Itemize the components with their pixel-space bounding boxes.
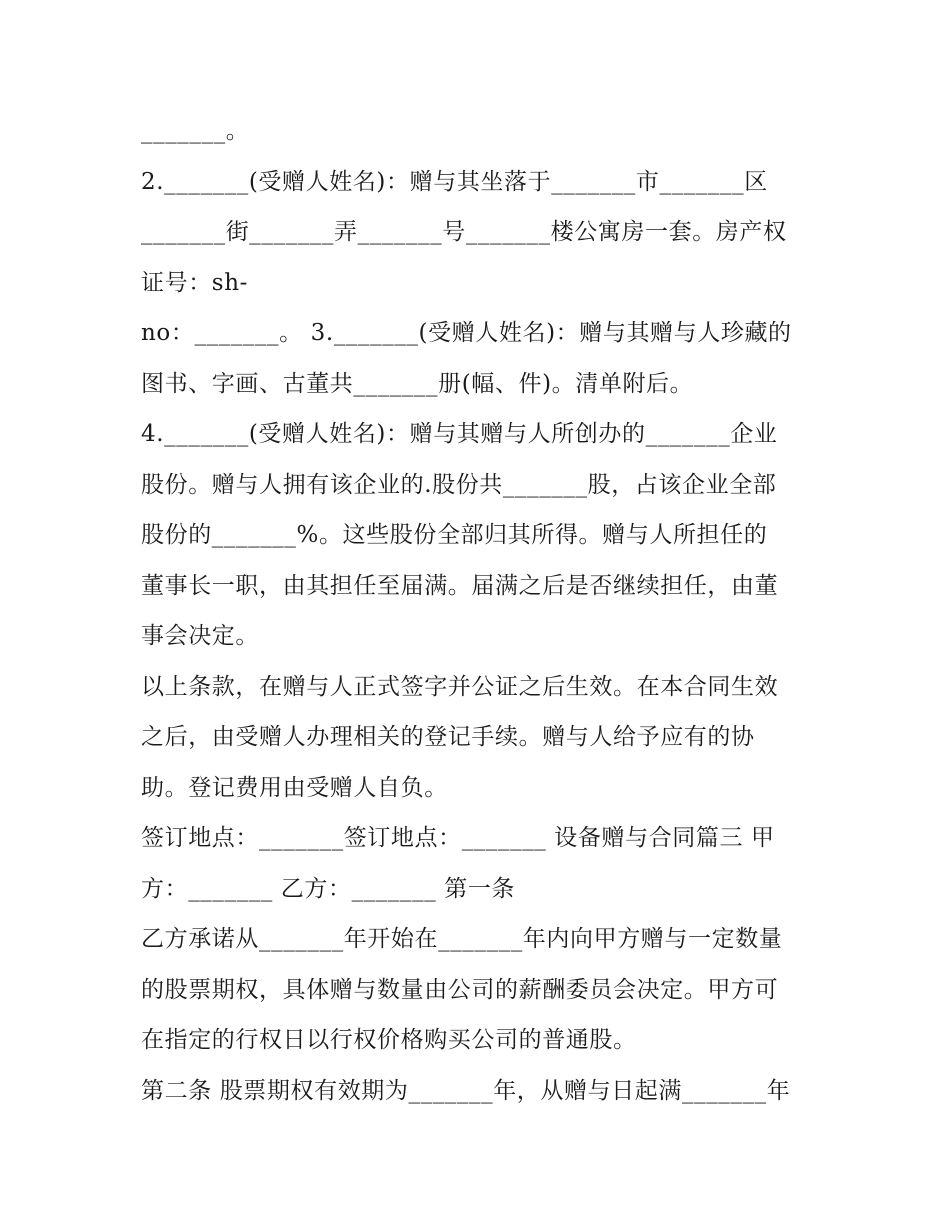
text-line: 之后，由受赠人办理相关的登记手续。赠与人给予应有的协 — [141, 724, 755, 750]
text-line: 以上条款，在赠与人正式签字并公证之后生效。在本合同生效 — [141, 673, 779, 700]
text-line: 图书、字画、古董共_______册(幅、件)。清单附后。 — [141, 370, 694, 397]
text-line: 乙方承诺从_______年开始在_______年内向甲方赠与一定数量 — [141, 926, 783, 952]
text-line: 在指定的行权日以行权价格购买公司的普通股。 — [141, 1027, 637, 1053]
text-line: 助。登记费用由受赠人自负。 — [141, 774, 448, 801]
text-line: 股份。赠与人拥有该企业的.股份共_______股，占该企业全部 — [141, 471, 777, 498]
text-line: _______。 — [141, 118, 250, 144]
text-line: 事会决定。 — [141, 623, 259, 649]
text-line: 签订地点：_______签订地点：_______ 设备赠与合同篇三 甲 — [141, 825, 775, 851]
text-line: 董事长一职，由其担任至届满。届满之后是否继续担任，由董 — [141, 572, 779, 599]
text-line: 的股票期权，具体赠与数量由公司的薪酬委员会决定。甲方可 — [141, 976, 779, 1003]
text-line: 方：_______ 乙方：_______ 第一条 — [141, 875, 516, 902]
document-body — [141, 106, 821, 1116]
text-line: no：_______。 3._______(受赠人姓名)：赠与其赠与人珍藏的 — [141, 320, 792, 346]
text-line: 证号：sh- — [141, 269, 248, 296]
text-line: 2._______(受赠人姓名)：赠与其坐落于_______市_______区 — [141, 168, 768, 195]
text-line: 第二条 股票期权有效期为_______年，从赠与日起满_______年 — [141, 1077, 791, 1104]
text-line: 股份的_______%。这些股份全部归其所得。赠与人所担任的 — [141, 522, 768, 548]
text-line: 4._______(受赠人姓名)：赠与其赠与人所创办的_______企业 — [141, 421, 778, 447]
text-line: _______街_______弄_______号_______楼公寓房一套。房产权 — [141, 219, 787, 245]
